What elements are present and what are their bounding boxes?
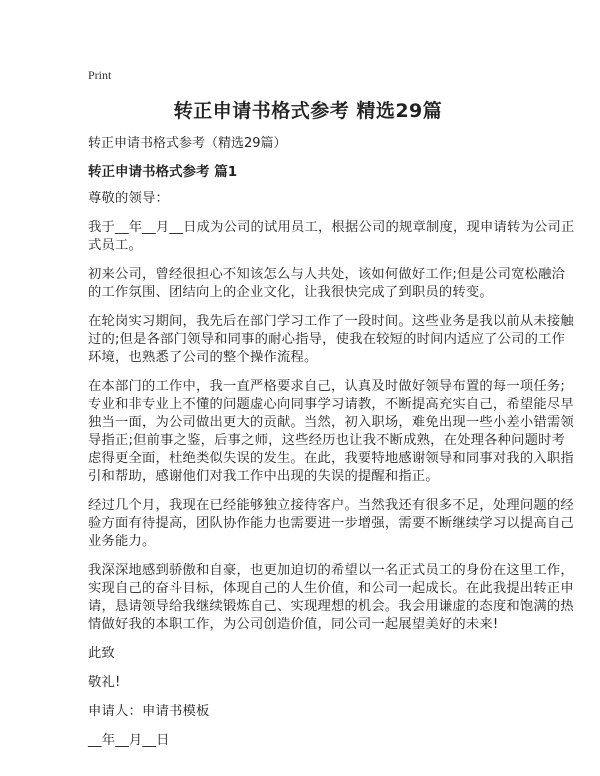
paragraph-line: 业务能力。	[88, 534, 156, 549]
paragraph	[88, 219, 575, 255]
document-body	[88, 190, 575, 750]
paragraph-line: __年__月__日	[88, 733, 170, 748]
document-page	[88, 68, 575, 761]
paragraph-line: 此致	[88, 646, 115, 661]
paragraph	[88, 703, 528, 721]
paragraph-line: 我于__年__月__日成为公司的试用员工，根据公司的规章制度，现申请转为公司正	[88, 220, 575, 235]
paragraph-line: 情做好我的本职工作，为公司创造价值，同公司一起展望美好的未来!	[88, 617, 499, 632]
document-title: 转正申请书格式参考 精选29篇	[173, 100, 443, 122]
paragraph	[88, 266, 566, 302]
paragraph-line: 式员工。	[88, 238, 142, 253]
paragraph-line: 请，恳请领导给我继续锻炼自己、实现理想的机会。我会用谦虚的态度和饱满的热	[88, 599, 574, 614]
document-subtitle: 转正申请书格式参考（精选29篇）	[88, 136, 287, 151]
paragraph-line: 环境，也熟悉了公司的整个操作流程。	[88, 350, 318, 365]
paragraph-line: 导指正;但前事之鉴，后事之师，这些经历也让我不断成熟，在处理各种问题时考	[88, 433, 566, 448]
paragraph	[88, 674, 528, 692]
paragraph-line: 虑得更全面，杜绝类似失误的发生。在此，我要特地感谢领导和同事对我的入职指	[88, 451, 574, 466]
paragraph-line: 尊敬的领导：	[88, 191, 169, 206]
paragraph-line: 过的;但是各部门领导和同事的耐心指导，使我在较短的时间内适应了公司的工作	[88, 332, 566, 347]
paragraph	[88, 190, 528, 208]
section-heading: 转正申请书格式参考 篇1	[88, 164, 238, 180]
paragraph	[88, 732, 528, 750]
paragraph	[88, 562, 574, 634]
paragraph-line: 申请人：申请书模板	[88, 704, 210, 719]
paragraph-line: 的工作氛围、团结向上的企业文化，让我很快完成了到职员的转变。	[88, 285, 493, 300]
paragraph	[88, 378, 574, 486]
paragraph-line: 在本部门的工作中，我一直严格要求自己，认真及时做好领导布置的每一项任务;	[88, 379, 566, 394]
paragraph-line: 初来公司，曾经很担心不知该怎么与人共处，该如何做好工作;但是公司宽松融洽	[88, 267, 566, 282]
paragraph-line: 验方面有待提高，团队协作能力也需要进一步增强，需要不断继续学习以提高自己	[88, 516, 574, 531]
paragraph-line: 在轮岗实习期间，我先后在部门学习工作了一段时间。这些业务是我以前从未接触	[88, 314, 574, 329]
paragraph-line: 经过几个月，我现在已经能够独立接待客户。当然我还有很多不足，处理问题的经	[88, 498, 574, 513]
paragraph-line: 实现自己的奋斗目标，体现自己的人生价值，和公司一起成长。在此我提出转正申	[88, 581, 574, 596]
print-label[interactable]: Print	[88, 68, 112, 82]
paragraph	[88, 497, 574, 551]
paragraph	[88, 645, 528, 663]
paragraph-line: 敬礼!	[88, 675, 121, 690]
paragraph-line: 引和帮助，感谢他们对我工作中出现的失误的提醒和指正。	[88, 469, 439, 484]
paragraph-line: 独当一面，为公司做出更大的贡献。当然，初入职场，难免出现一些小差小错需领	[88, 415, 574, 430]
paragraph-line: 专业和非专业上不懂的问题虚心向同事学习请教，不断提高充实自己，希望能尽早	[88, 397, 574, 412]
paragraph	[88, 313, 574, 367]
paragraph-line: 我深深地感到骄傲和自豪，也更加迫切的希望以一名正式员工的身份在这里工作，	[88, 563, 574, 578]
